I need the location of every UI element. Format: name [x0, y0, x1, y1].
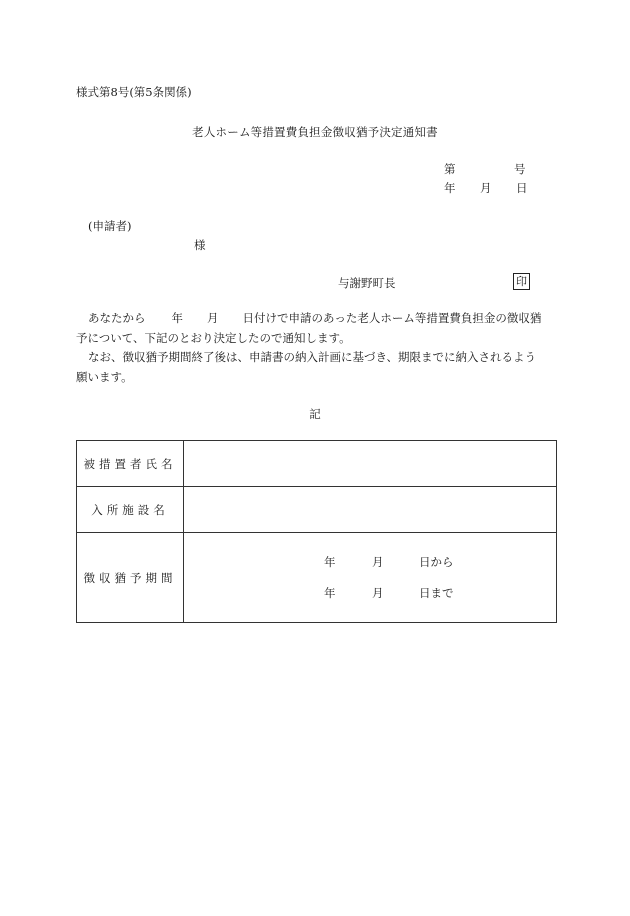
form-number: 様式第8号(第5条関係): [76, 85, 192, 99]
table-row: [77, 441, 557, 487]
issue-date-year: 年: [444, 181, 456, 195]
label-beneficiary-name: 被措置者氏名: [77, 441, 184, 487]
applicant-label: (申請者): [88, 219, 132, 233]
value-deferral-period: [184, 533, 557, 623]
period-start: 年 月 日から: [324, 554, 454, 569]
record-mark: 記: [309, 407, 321, 421]
body-line-1: あなたから 年 月 日付けで申請のあった老人ホーム等措置費負担金の徴収猶: [88, 311, 542, 325]
recipient-honorific: 様: [194, 238, 206, 252]
value-beneficiary-name: [184, 441, 557, 487]
notice-body: [76, 309, 556, 387]
table-row: [77, 487, 557, 533]
issue-date-day: 日: [516, 181, 528, 195]
label-facility-name: 入所施設名: [77, 487, 184, 533]
details-table: [76, 440, 557, 623]
issuer-name: 与謝野町長: [338, 276, 396, 290]
table-row: [77, 533, 557, 623]
issue-number-prefix: 第: [444, 162, 456, 176]
document-title: 老人ホーム等措置費負担金徴収猶予決定通知書: [192, 125, 438, 139]
issue-date-month: 月: [480, 181, 492, 195]
body-line-4: 願います。: [76, 369, 133, 384]
seal-mark: 印: [513, 273, 530, 290]
label-deferral-period: 徴収猶予期間: [77, 533, 184, 623]
issue-number-suffix: 号: [514, 162, 526, 176]
body-line-2: 予について、下記のとおり決定したので通知します。: [76, 330, 351, 345]
value-facility-name: [184, 487, 557, 533]
body-line-3: なお、徴収猶予期間終了後は、申請書の納入計画に基づき、期限までに納入されるよう: [88, 350, 537, 364]
period-end: 年 月 日まで: [324, 585, 454, 600]
